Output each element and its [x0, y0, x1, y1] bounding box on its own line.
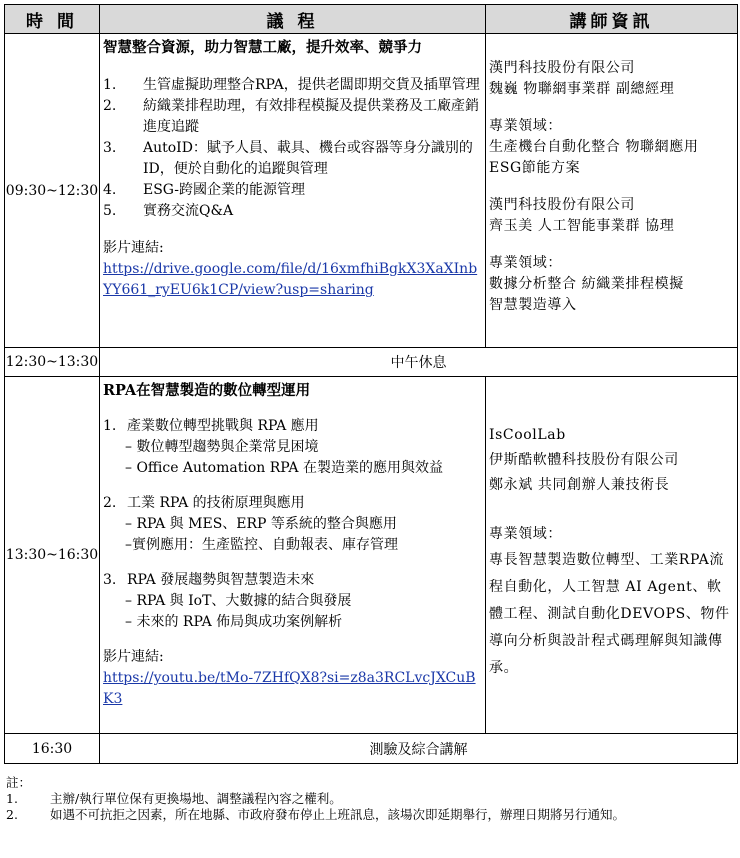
header-row [5, 5, 738, 34]
agenda-table [4, 4, 738, 764]
list-item: 2. 紡織業排程助理，有效排程模擬及提供業務及工廠產銷進度追蹤 [103, 98, 479, 135]
lecturer-person: 魏巍 物聯網事業群 副總經理 [489, 81, 675, 97]
lecturer-company: 伊斯酷軟體科技股份有限公司 [489, 452, 679, 468]
closing-time: 16:30 [5, 734, 100, 764]
lecturer-person: 齊玉美 人工智能事業群 協理 [489, 218, 675, 234]
session1-title: 智慧整合資源，助力智慧工廠，提升效率、競爭力 [103, 39, 422, 56]
session2-lecturer [486, 377, 738, 734]
video-link[interactable]: https://drive.google.com/file/d/16xmfhiBgkX3XaXInbYY661_ryEU6k1CP/view?usp=sharing [103, 261, 478, 298]
field-text: 生產機台自動化整合 物聯網應用 [489, 139, 699, 155]
sub-item: – 數位轉型趨勢與企業常見困境 [125, 439, 319, 455]
sub-item: – Office Automation RPA 在製造業的應用與效益 [125, 460, 443, 476]
session2-row [5, 377, 738, 734]
field-text: ESG節能方案 [489, 160, 581, 176]
field-label: 專業領域： [489, 255, 562, 271]
session1-row [5, 34, 738, 348]
list-item: 4. ESG-跨國企業的能源管理 [103, 182, 305, 198]
note-item: 2. 如遇不可抗拒之因素，所在地縣、市政府發布停止上班訊息，該場次即延期舉行，辦理日期將另行通知。 [6, 807, 626, 822]
lecturer-company: 漢門科技股份有限公司 [489, 60, 635, 76]
lecturer-company: 漢門科技股份有限公司 [489, 197, 635, 213]
session2-time: 13:30~16:30 [5, 377, 100, 734]
lecturer-person: 鄭永斌 共同創辦人兼技術長 [489, 477, 670, 493]
sub-item: – 未來的 RPA 佈局與成功案例解析 [125, 614, 343, 630]
list-item: 5. 實務交流Q&A [103, 203, 234, 219]
sub-item: – RPA 與 MES、ERP 等系統的整合與應用 [125, 516, 397, 532]
sub-item: – RPA 與 IoT、大數據的結合與發展 [125, 593, 352, 609]
list-item: 3. RPA 發展趨勢與智慧製造未來 [103, 572, 315, 588]
field-text: 智慧製造導入 [489, 297, 577, 313]
break-row [5, 348, 738, 377]
video-link[interactable]: https://youtu.be/tMo-7ZHfQX8?si=z8a3RCLvcJXCuBK3 [103, 670, 476, 707]
field-text: 專長智慧製造數位轉型、工業RPA流程自動化，人工智慧 AI Agent、軟體工程、測試自動化DEVOPS、物件導向分析與設計程式碼理解與知識傳承。 [489, 552, 730, 676]
session2-agenda [100, 377, 486, 734]
field-label: 專業領域： [489, 118, 562, 134]
closing-row [5, 734, 738, 764]
video-label: 影片連結: [103, 240, 164, 256]
break-time: 12:30~13:30 [5, 348, 100, 377]
notes-label: 註： [6, 775, 32, 790]
session2-title: RPA在智慧製造的數位轉型運用 [103, 382, 311, 399]
list-item: 1. 產業數位轉型挑戰與 RPA 應用 [103, 418, 319, 434]
note-item: 1. 主辦/執行單位保有更換場地、調整議程內容之權利。 [6, 791, 342, 806]
video-label: 影片連結: [103, 649, 164, 665]
notes [6, 775, 736, 823]
break-label: 中午休息 [100, 348, 738, 377]
session1-agenda [100, 34, 486, 348]
header-lecturer: 講師資訊 [486, 5, 738, 34]
session1-lecturer [486, 34, 738, 348]
field-label: 專業領域： [489, 526, 562, 542]
header-agenda: 議 程 [100, 5, 486, 34]
closing-label: 測驗及綜合講解 [100, 734, 738, 764]
header-time: 時 間 [5, 5, 100, 34]
lecturer-org: IsCoolLab [489, 427, 566, 443]
field-text: 數據分析整合 紡織業排程模擬 [489, 276, 684, 292]
sub-item: –實例應用：生產監控、自動報表、庫存管理 [125, 537, 398, 553]
list-item: 1. 生管虛擬助理整合RPA，提供老闆即期交貨及插單管理 [103, 77, 480, 93]
session1-time: 09:30~12:30 [5, 34, 100, 348]
list-item: 3. AutoID：賦予人員、載具、機台或容器等身分識別的ID，便於自動化的追蹤與管理 [103, 140, 473, 177]
list-item: 2. 工業 RPA 的技術原理與應用 [103, 495, 305, 511]
